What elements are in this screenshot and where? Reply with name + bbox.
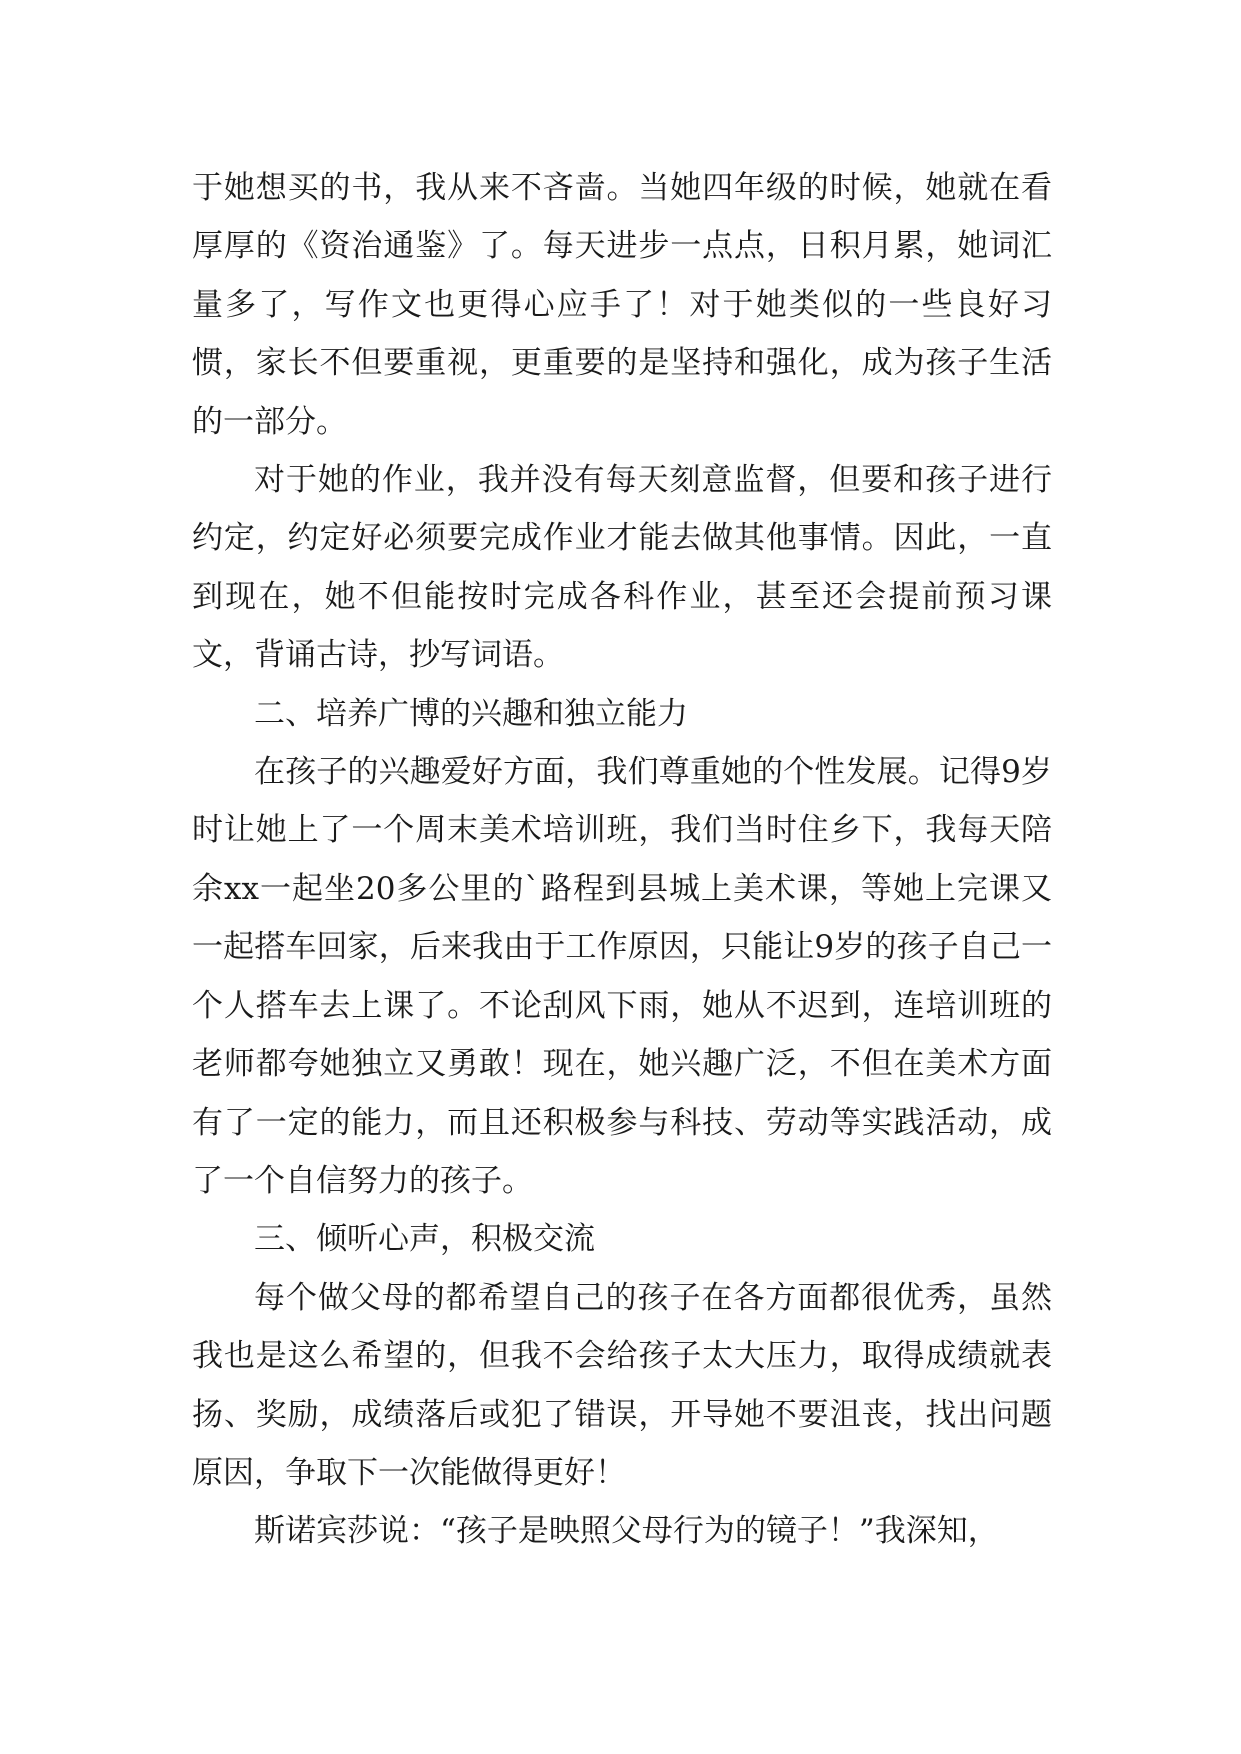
paragraph-5: 斯诺宾莎说：“孩子是映照父母行为的镜子！”我深知，: [254, 1513, 999, 1550]
section-heading-2: 二、培养广博的兴趣和独立能力: [254, 695, 688, 732]
document-body: [192, 159, 1052, 1561]
paragraph-2: 对于她的作业，我并没有每天刻意监督，但要和孩子进行约定，约定好必须要完成作业才能去做其他事情。因此，一直到现在，她不但能按时完成各科作业，甚至还会提前预习课文，背诵古诗，抄写词语。: [192, 462, 1052, 674]
paragraph-4: 每个做父母的都希望自己的孩子在各方面都很优秀，虽然我也是这么希望的，但我不会给孩子太大压力，取得成绩就表扬、奖励，成绩落后或犯了错误，开导她不要沮丧，找出问题原因，争取下一次能做得更好！: [192, 1279, 1052, 1491]
section-heading-3: 三、倾听心声，积极交流: [254, 1221, 595, 1258]
paragraph-1: 于她想买的书，我从来不吝啬。当她四年级的时候，她就在看厚厚的《资治通鉴》了。每天进步一点点，日积月累，她词汇量多了，写作文也更得心应手了！对于她类似的一些良好习惯，家长不但要重视，更重要的是坚持和强化，成为孩子生活的一部分。: [192, 170, 1052, 440]
paragraph-3: 在孩子的兴趣爱好方面，我们尊重她的个性发展。记得9岁时让她上了一个周末美术培训班，我们当时住乡下，我每天陪余xx一起坐20多公里的`路程到县城上美术课，等她上完课又一起搭车回家，后来我由于工作原因，只能让9岁的孩子自己一个人搭车去上课了。不论刮风下雨，她从不迟到，连培训班的老师都夸她独立又勇敢！现在，她兴趣广泛，不但在美术方面有了一定的能力，而且还积极参与科技、劳动等实践活动，成了一个自信努力的孩子。: [192, 754, 1052, 1199]
